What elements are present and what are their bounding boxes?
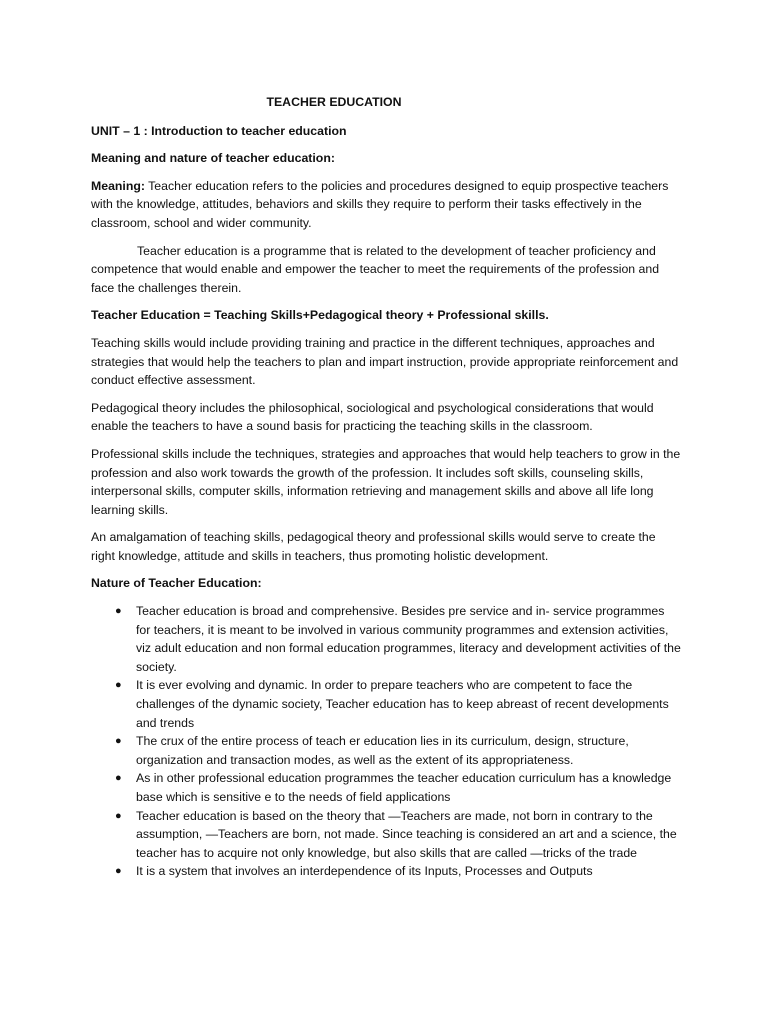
- pedagogical-theory-paragraph: Pedagogical theory includes the philosophical, sociological and psychological considerations that would enable the teachers to have a sound basis for practicing the teaching skills in the classroom.: [91, 400, 654, 434]
- nature-bullet-list: [91, 602, 681, 881]
- meaning-text: Teacher education refers to the policies and procedures designed to equip prospective teachers with the knowledge, attitudes, behaviors and skills they require to perform their tasks effectively in the classroom, school and wider community.: [91, 178, 669, 230]
- bullet-icon: ●: [115, 865, 122, 878]
- bullet-icon: ●: [115, 605, 122, 618]
- list-item: [91, 676, 681, 732]
- nature-heading: Nature of Teacher Education:: [91, 576, 262, 591]
- teaching-skills-paragraph: Teaching skills would include providing training and practice in the different techniques, approaches and strategies that would help the teachers to plan and impart instruction, provide appropriate reinforcement and conduct effective assessment.: [91, 335, 679, 388]
- list-item: [91, 769, 681, 806]
- list-item-text: It is a system that involves an interdependence of its Inputs, Processes and Outputs: [136, 864, 593, 879]
- list-item-text: It is ever evolving and dynamic. In order to prepare teachers who are competent to face the challenges of the dynamic society, Teacher education has to keep abreast of recent developments and trends: [136, 678, 669, 730]
- list-item: [91, 862, 681, 881]
- meaning-paragraph: [91, 177, 681, 233]
- formula-line: Teacher Education = Teaching Skills+Pedagogical theory + Professional skills.: [91, 308, 549, 323]
- bullet-icon: ●: [115, 735, 122, 748]
- list-item: [91, 732, 681, 769]
- professional-skills-paragraph: Professional skills include the techniques, strategies and approaches that would help teachers to grow in the profession and also work towards the growth of the profession. It includes soft skills, counseling skills, interpersonal skills, computer skills, information retrieving and management skills and above all life long learning skills.: [91, 446, 681, 517]
- list-item: [91, 807, 681, 863]
- list-item-text: Teacher education is based on the theory that —Teachers are made, not born in contrary to the assumption, —Teachers are born, not made. Since teaching is considered an art and a science, the teacher has to acquire not only knowledge, but also skills that are called —tricks of the trade: [136, 808, 677, 860]
- amalgamation-paragraph: An amalgamation of teaching skills, pedagogical theory and professional skills would serve to create the right knowledge, attitude and skills in teachers, thus promoting holistic development.: [91, 530, 656, 563]
- document-body: [91, 93, 681, 881]
- list-item: [91, 602, 681, 676]
- list-item-text: Teacher education is broad and comprehensive. Besides pre service and in- service programmes for teachers, it is meant to be involved in various community programmes and extension activities, viz adult education and non formal education programmes, literacy and development activities of the society.: [136, 604, 681, 674]
- document-title: TEACHER EDUCATION: [266, 95, 402, 109]
- bullet-icon: ●: [115, 809, 122, 822]
- bullet-icon: ●: [115, 772, 122, 785]
- list-item-text: As in other professional education programmes the teacher education curriculum has a knowledge base which is sensitive e to the needs of field applications: [136, 771, 672, 804]
- bullet-icon: ●: [115, 679, 122, 692]
- list-item-text: The crux of the entire process of teach er education lies in its curriculum, design, structure, organization and transaction modes, as well as the extent of its appropriateness.: [136, 734, 629, 767]
- section-heading: Meaning and nature of teacher education:: [91, 151, 335, 166]
- unit-heading: UNIT – 1 : Introduction to teacher education: [91, 123, 347, 138]
- meaning-label: Meaning:: [91, 178, 145, 193]
- definition-paragraph: Teacher education is a programme that is related to the development of teacher proficiency and competence that would enable and empower the teacher to meet the requirements of the profession and face the challenges therein.: [91, 243, 660, 295]
